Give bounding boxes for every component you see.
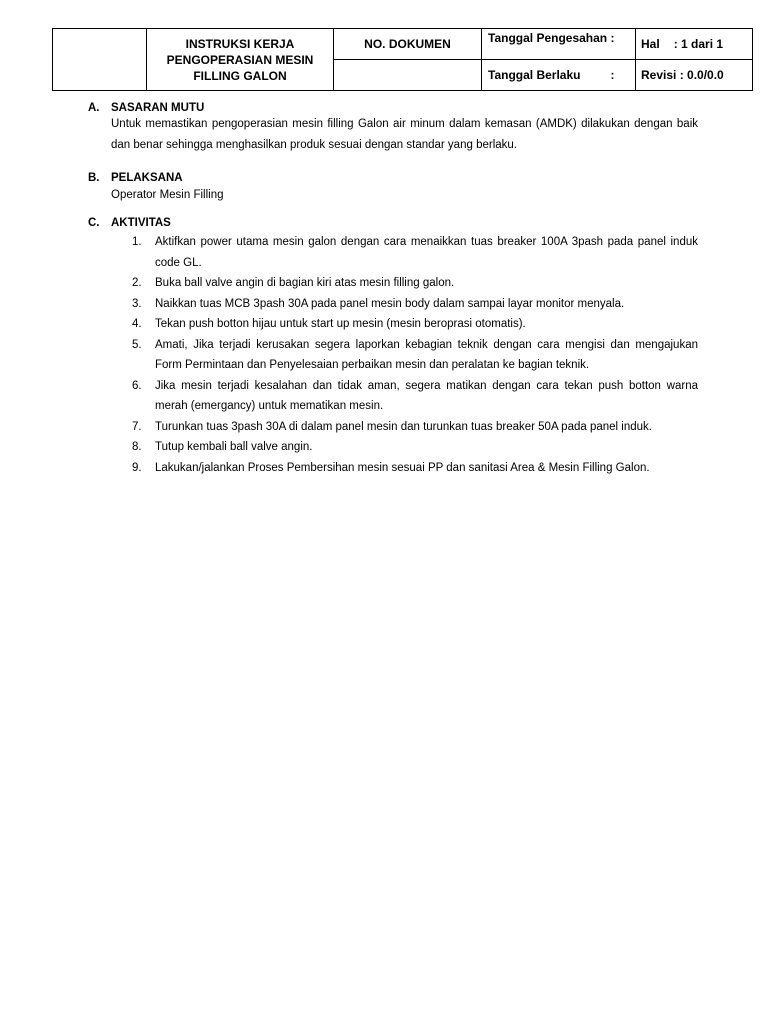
section-c-title: AKTIVITAS bbox=[111, 217, 171, 229]
section-a-text: Untuk memastikan pengoperasian mesin filling Galon air minum dalam kemasan (AMDK) dilakukan dengan baik dan benar sehingga menghasilkan produk sesuai dengan standar yang berlaku. bbox=[111, 118, 698, 151]
section-b-letter: B. bbox=[88, 172, 100, 184]
list-item bbox=[132, 376, 698, 417]
item-number: 5. bbox=[132, 338, 142, 351]
item-number: 8. bbox=[132, 441, 142, 453]
section-b-text: Operator Mesin Filling bbox=[111, 189, 224, 201]
section-c-heading bbox=[88, 217, 171, 229]
activity-list bbox=[132, 232, 698, 478]
list-item bbox=[132, 458, 698, 479]
item-text: Amati, Jika terjadi kerusakan segera laporkan kebagian teknik dengan cara mengisi dan mengajukan Form Permintaan dan Penyelesaian perbaikan mesin dan peralatan ke bagian teknik. bbox=[155, 338, 698, 371]
section-b-heading bbox=[88, 172, 183, 184]
list-item bbox=[132, 232, 698, 273]
item-number: 7. bbox=[132, 420, 142, 433]
title-line-1: INSTRUKSI KERJA bbox=[185, 36, 295, 51]
item-text: Tekan push botton hijau untuk start up mesin (mesin beroprasi otomatis). bbox=[155, 318, 526, 330]
item-text: Buka ball valve angin di bagian kiri atas mesin filling galon. bbox=[155, 277, 455, 289]
approval-date-label: Tanggal Pengesahan : bbox=[482, 29, 636, 60]
item-number: 9. bbox=[132, 461, 142, 474]
list-item bbox=[132, 335, 698, 376]
item-number: 6. bbox=[132, 379, 142, 392]
effective-date bbox=[482, 60, 636, 91]
item-text: Jika mesin terjadi kesalahan dan tidak aman, segera matikan dengan cara tekan push botton warna merah (emergancy) untuk mematikan mesin. bbox=[155, 379, 698, 412]
document-title bbox=[147, 29, 334, 91]
list-item bbox=[132, 273, 698, 294]
logo-cell bbox=[53, 29, 147, 91]
effective-date-colon: : bbox=[610, 68, 615, 82]
item-text: Tutup kembali ball valve angin. bbox=[155, 441, 313, 453]
item-number: 4. bbox=[132, 318, 142, 330]
item-number: 2. bbox=[132, 277, 142, 289]
document-header-table bbox=[52, 28, 753, 91]
effective-date-label: Tanggal Berlaku bbox=[488, 68, 581, 82]
list-item bbox=[132, 437, 698, 458]
item-text: Turunkan tuas 3pash 30A di dalam panel mesin dan turunkan tuas breaker 50A pada panel induk. bbox=[155, 420, 652, 433]
item-number: 3. bbox=[132, 297, 142, 310]
section-a-heading bbox=[88, 102, 204, 114]
page-label: Hal bbox=[641, 37, 660, 51]
list-item bbox=[132, 294, 698, 315]
item-text: Naikkan tuas MCB 3pash 30A pada panel mesin body dalam sampai layar monitor menyala. bbox=[155, 297, 625, 310]
list-item bbox=[132, 417, 698, 438]
revision: Revisi : 0.0/0.0 bbox=[636, 60, 753, 91]
section-b-title: PELAKSANA bbox=[111, 172, 183, 184]
title-line-3: FILLING GALON bbox=[193, 68, 287, 83]
item-number: 1. bbox=[132, 236, 142, 248]
item-text: Lakukan/jalankan Proses Pembersihan mesin sesuai PP dan sanitasi Area & Mesin Filling Galon. bbox=[155, 461, 650, 474]
page-number bbox=[636, 29, 753, 60]
list-item bbox=[132, 314, 698, 335]
title-line-2: PENGOPERASIAN MESIN bbox=[166, 52, 314, 67]
doc-number-value bbox=[334, 60, 482, 91]
section-c-letter: C. bbox=[88, 217, 100, 229]
section-a-letter: A. bbox=[88, 102, 100, 114]
section-a-title: SASARAN MUTU bbox=[111, 102, 205, 114]
item-text: Aktifkan power utama mesin galon dengan cara menaikkan tuas breaker 100A 3pash pada panel induk code GL. bbox=[155, 236, 698, 269]
doc-number-label: NO. DOKUMEN bbox=[334, 29, 482, 60]
page-value: : 1 dari 1 bbox=[673, 37, 724, 51]
